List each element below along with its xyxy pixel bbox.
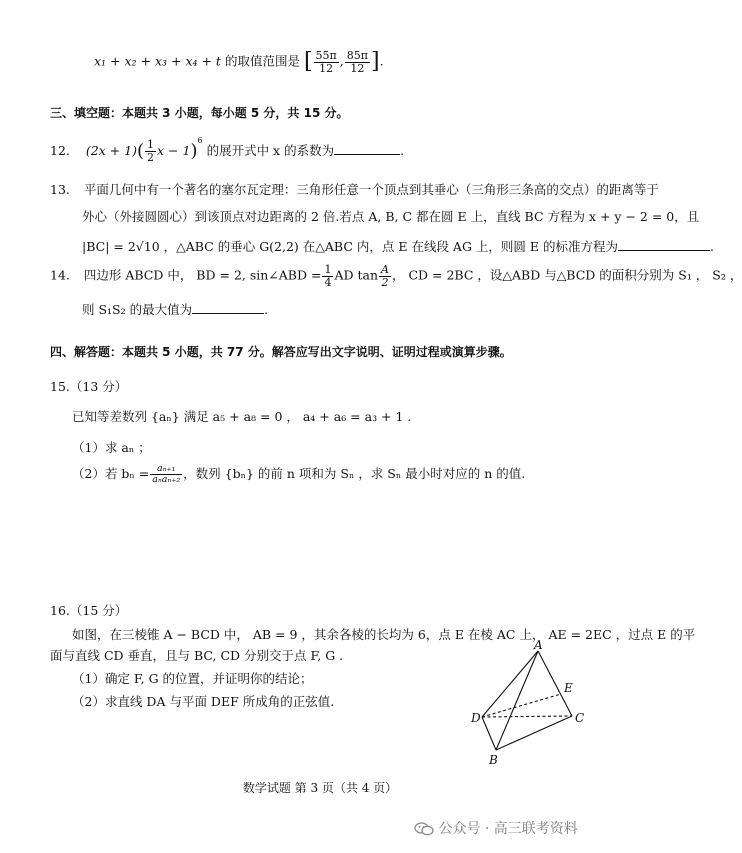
question-14-line2: 则 S₁S₂ 的最大值为 .: [82, 302, 269, 317]
range-right-fraction: $\frac{85\pi}{12}$: [346, 49, 368, 75]
label-b: B: [489, 753, 498, 767]
q15-part2a: （2）若 bₙ =: [72, 466, 150, 481]
q13-number: 13.: [50, 182, 70, 197]
range-line: x₁ + x₂ + x₃ + x₄ + t 的取值范围是 [ $\frac{55\pi}{12}$ , $\frac{85\pi}{12}$ ].: [94, 49, 384, 75]
q12-fraction: $\frac{1}{2}$: [147, 138, 155, 164]
question-13-line1: [50, 180, 659, 198]
q14-line1b: AD tan: [334, 267, 379, 283]
label-e: E: [564, 681, 573, 695]
label-c: C: [575, 711, 585, 725]
q12-text: 的展开式中 x 的系数为: [206, 143, 335, 158]
q16-line1: 如图，在三棱锥 A − BCD 中， AB = 9 ，其余各棱的长均为 6，点 E 在棱 AC 上， AE = 2EC ，过点 E 的平: [72, 627, 696, 642]
q13-line1: 平面几何中有一个著名的塞尔瓦定理：三角形任意一个顶点到其垂心（三角形三条高的交点）的距离等于: [83, 182, 659, 197]
label-a: A: [534, 638, 543, 652]
q14-fraction-2: $\frac{A}{2}$: [381, 263, 389, 289]
section4-heading: 四、解答题：本题共 5 小题，共 77 分。解答应写出文字说明、证明过程或演算步骤。: [50, 345, 512, 359]
q14-fraction-1: $\frac{1}{4}$: [324, 263, 332, 289]
watermark: [414, 818, 578, 838]
section3-heading: 三、填空题：本题共 3 小题，每小题 5 分，共 15 分。: [50, 106, 349, 120]
q16-line2: 面与直线 CD 垂直，且与 BC, CD 分别交于点 F, G .: [50, 648, 344, 663]
range-text: 的取值范围是: [224, 53, 300, 69]
range-left-fraction: $\frac{55\pi}{12}$: [315, 49, 337, 75]
q12-answer-blank[interactable]: [334, 154, 400, 155]
q14-answer-blank[interactable]: [192, 313, 264, 314]
q14-number: 14.: [50, 267, 70, 283]
q15-fraction: $\frac{\text{aₙ₊₁}}{\text{aₙaₙ₊₂}}$: [152, 463, 181, 485]
q16-part2: （2）求直线 DA 与平面 DEF 所成角的正弦值.: [72, 694, 335, 709]
edge-ab: [496, 651, 538, 750]
page-footer: 数学试题 第 3 页（共 4 页）: [242, 781, 398, 795]
q12-expr-b: x − 1: [157, 143, 191, 158]
wechat-icon: [414, 822, 434, 836]
q15-number: 15.（13 分）: [50, 379, 128, 394]
q15-part2b: ，数列 {bₙ} 的前 n 项和为 Sₙ ，求 Sₙ 最小时对应的 n 的值.: [183, 466, 526, 481]
q16-number: 16.（15 分）: [50, 603, 128, 618]
q13-answer-blank[interactable]: [618, 250, 710, 251]
q13-line3a: |BC| = 2√10 ，△ABC 的垂心 G(2,2) 在△ABC 内，点 E 在线段 AG 上，则圆 E 的标准方程为: [82, 239, 618, 254]
label-d: D: [471, 711, 481, 725]
q12-power: 6: [197, 136, 203, 145]
q12-number: 12.: [50, 143, 70, 158]
watermark-text: 公众号 · 高三联考资料: [438, 821, 578, 837]
question-14-line1: [50, 264, 742, 288]
question-13-line3: |BC| = 2√10 ，△ABC 的垂心 G(2,2) 在△ABC 内，点 E 在线段 AG 上，则圆 E 的标准方程为 .: [82, 239, 714, 254]
edge-ad: [482, 651, 538, 717]
q14-line1c: ， CD = 2BC ，设△ABD 与△BCD 的面积分别为 S₁ ， S₂ ，: [391, 267, 742, 283]
q14-line2: 则 S₁S₂ 的最大值为: [82, 302, 193, 317]
q15-given: 已知等差数列 {aₙ} 满足 a₅ + a₈ = 0 ， a₄ + a₆ = a₃ + 1 .: [72, 409, 412, 424]
pyramid-figure: [462, 640, 592, 768]
sum-expression: x₁ + x₂ + x₃ + x₄ + t: [94, 53, 221, 69]
q12-expr-a: (2x + 1): [85, 143, 137, 158]
segment-de-hidden: [482, 694, 561, 717]
edge-db: [482, 717, 496, 750]
edge-bc: [496, 716, 572, 750]
q14-line1a: 四边形 ABCD 中， BD = 2, sin∠ABD =: [83, 267, 322, 283]
edge-dc-hidden: [482, 716, 572, 717]
q16-part1: （1）确定 F, G 的位置，并证明你的结论；: [72, 671, 313, 686]
q13-line2: 外心（外接圆圆心）到该顶点对边距离的 2 倍.若点 A, B, C 都在圆 E 上，直线 BC 方程为 x + y − 2 = 0，且: [82, 209, 700, 224]
question-15-part2: [72, 464, 525, 485]
q15-part1: （1）求 aₙ ；: [72, 440, 151, 455]
question-12: 12. (2x + 1)( $\frac{1}{2}$ x − 1)$^6$ 的展开式中 x 的系数为 .: [50, 136, 405, 164]
